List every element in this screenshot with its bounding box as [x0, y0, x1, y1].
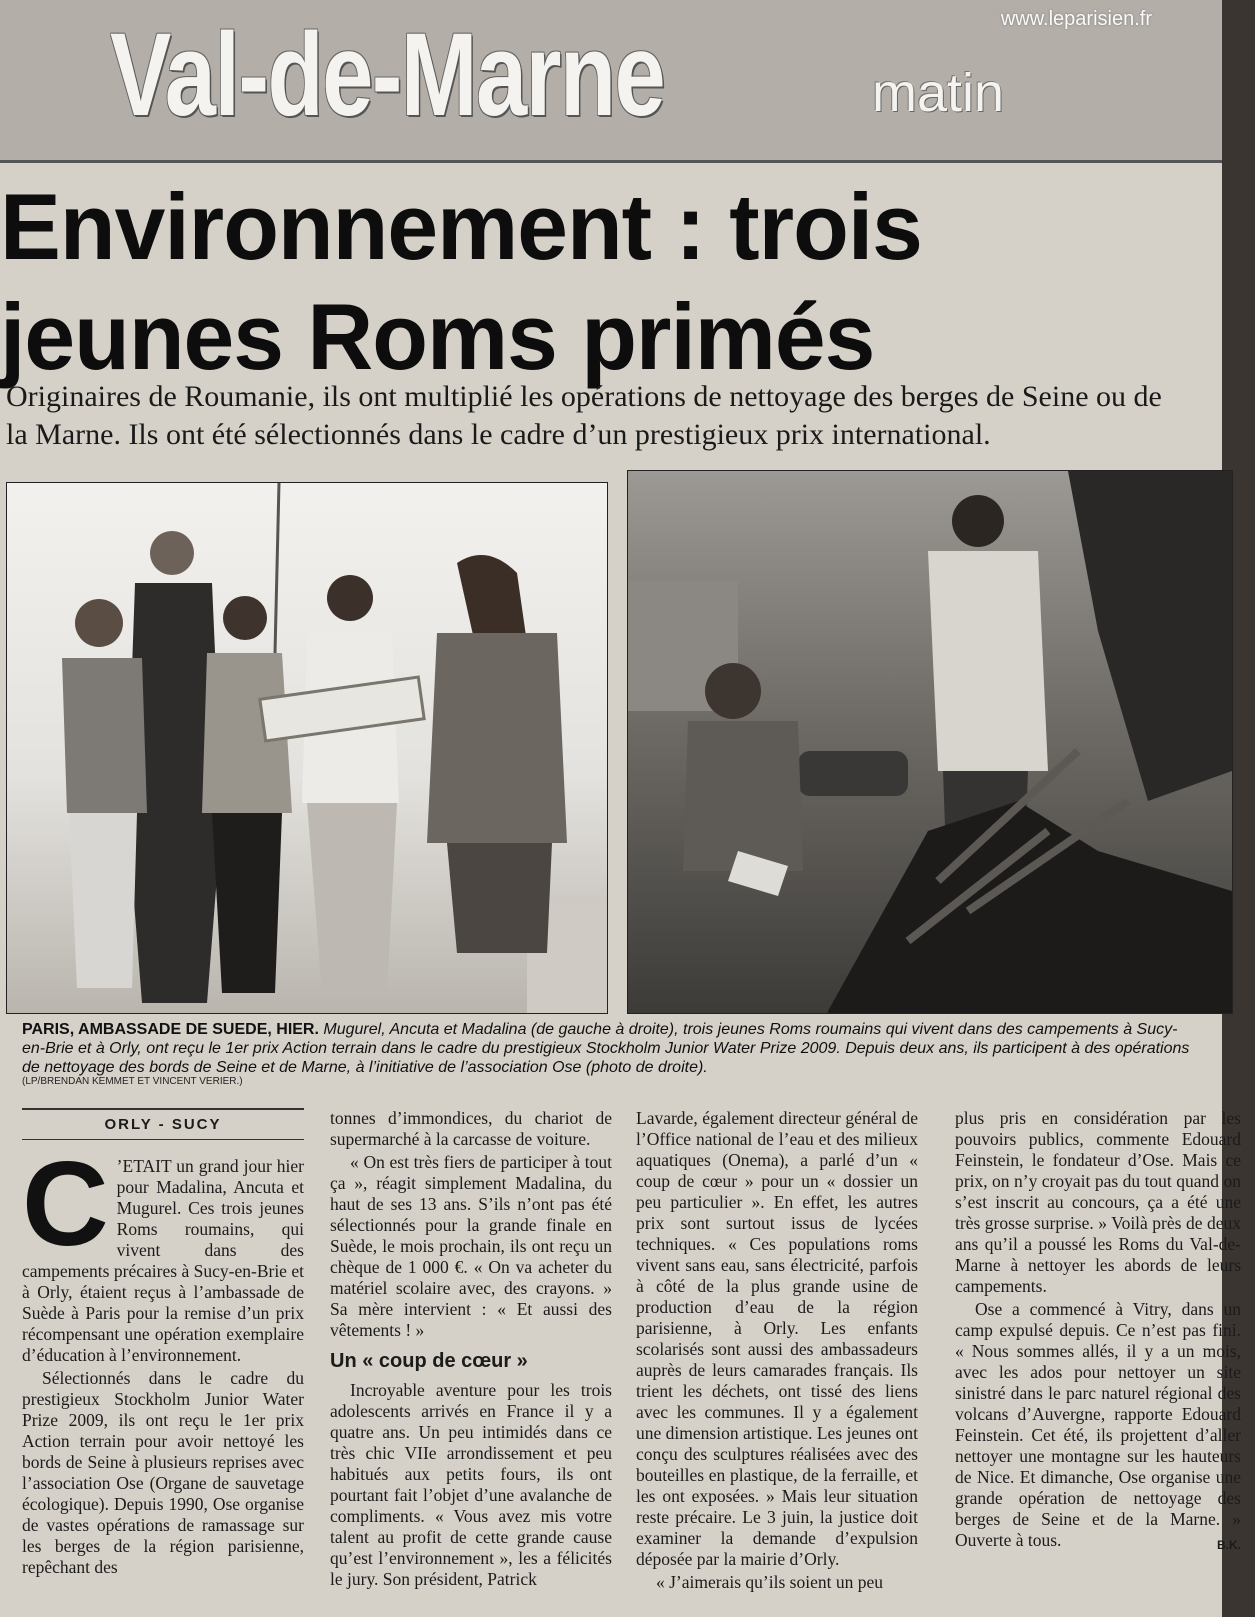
section-subtitle: matin	[872, 63, 1005, 123]
author-signature: B.K.	[1217, 1538, 1241, 1552]
photo-credit: (LP/BRENDAN KEMMET ET VINCENT VERIER.)	[22, 1076, 243, 1087]
article-kicker: ORLY - SUCY	[22, 1108, 304, 1140]
headline	[0, 172, 1185, 392]
paragraph: « J’aimerais qu’ils soient un peu	[656, 1572, 883, 1592]
photo-caption	[22, 1020, 1200, 1077]
headline-line-2: jeunes Roms primés	[0, 284, 875, 389]
article-subhead: Un « coup de cœur »	[330, 1350, 528, 1372]
paragraph: « On est très fiers de participer à tout ça », réagit simplement Madalina, du haut de ses 13 ans. S’ils n’ont pas été sélectionnés pour la grande finale en Suède, le mois prochain, ils ont reçu un chèque de 1 000 €. « On va acheter du matériel scolaire avec, des crayons. » Sa mère intervient : « Et aussi des vêtements ! »	[330, 1152, 612, 1340]
paragraph: Sélectionnés dans le cadre du prestigieux Stockholm Junior Water Prize 2009, ils ont reçu le 1er prix Action terrain pour avoir nettoyé les bords de Seine à plusieurs reprises avec l’association Ose (Organe de sauvetage écologique). Depuis 1990, Ose organise de vastes opérations de ramassage sur les berges de la région parisienne, repêchant des	[22, 1368, 304, 1577]
article-column-4	[955, 1108, 1241, 1556]
drop-cap: C	[22, 1137, 109, 1271]
caption-lead: PARIS, AMBASSADE DE SUEDE, HIER.	[22, 1021, 319, 1038]
headline-line-1: Environnement : trois	[0, 174, 922, 279]
paragraph: Incroyable aventure pour les trois adolescents arrivés en France il y a quatre ans. Un peu intimidés dans ce très chic VIIe arrondissement et peu habitués aux petits fours, ils ont pourtant fait l’objet d’une avalanche de compliments. « Vous avez mis votre talent au profit de cette grande cause qu’est l’environnement », les a félicités le jury. Son président, Patrick	[330, 1380, 612, 1589]
paragraph: Ose a commencé à Vitry, dans un camp expulsé depuis. Ce n’est pas fini. « Nous sommes allés, il y a un mois, avec les ados pour nettoyer un site sinistré dans le parc naturel régional des volcans d’Auvergne, rapporte Edouard Feinstein. Cet été, ils projettent d’aller nettoyer une montagne sur les hauteurs de Nice. Et dimanche, Ose organise une grande opération de nettoyage des berges de Seine et de la Marne. » Ouverte à tous.	[955, 1299, 1241, 1550]
photo-riverbank-cleanup	[627, 470, 1233, 1014]
article-column-3	[636, 1108, 918, 1593]
paragraph: ’ETAIT un grand jour hier pour Madalina, Ancuta et Mugurel. Ces trois jeunes Roms roumains, qui vivent dans des campements précaires à Sucy-en-Brie et à Orly, étaient reçus à l’ambassade de Suède à Paris pour la remise d’un prix récompensant une opération exemplaire d’éducation à l’environnement.	[22, 1156, 304, 1365]
photo-embassy-ceremony	[6, 482, 608, 1014]
standfirst: Originaires de Roumanie, ils ont multiplié les opérations de nettoyage des berges de Seine ou de la Marne. Ils ont été sélectionnés dans le cadre d’un prestigieux prix international.	[6, 380, 1162, 451]
paragraph: Lavarde, également directeur général de l’Office national de l’eau et des milieux aquatiques (Onema), a parlé d’un « coup de cœur » pour un « dossier un peu particulier ». En effet, les autres prix sont surtout issus de lycées techniques. « Ces populations roms vivent sans eau, sans électricité, parfois à côté de la plus grande usine de production d’eau de la région parisienne, à Orly. Les enfants scolarisés sont aussi des ambassadeurs auprès de leurs camarades français. Ils trient les déchets, ont tissé des liens avec les communes. Il y a également une dimension artistique. Les jeunes ont conçu des sculptures réalisées avec des bouteilles en plastique, de la ferraille, et les ont exposées. » Mais leur situation reste précaire. Le 3 juin, la justice doit examiner la demande d’expulsion déposée par la mairie d’Orly.	[636, 1108, 918, 1569]
article-column-2	[330, 1108, 612, 1590]
caption-body: Mugurel, Ancuta et Madalina (de gauche à droite), trois jeunes Roms roumains qui vivent dans des campements à Sucy-en-Brie et à Orly, ont reçu le 1er prix Action terrain dans le cadre du prestigieux Stockholm Junior Water Prize 2009. Depuis deux ans, ils participent à des opérations de nettoyage des bords de Seine et de Marne, à l’initiative de l’association Ose (photo de droite).	[22, 1021, 1190, 1076]
article-column-1	[22, 1108, 304, 1578]
masthead	[0, 0, 1222, 163]
paragraph: plus pris en considération par les pouvoirs publics, commente Edouard Feinstein, le fondateur d’Ose. Mais ce prix, on n’y croyait pas du tout quand on s’est inscrit au concours, ça a été une très grosse surprise. » Voilà près de deux ans qu’il a poussé les Roms du Val-de-Marne à nettoyer les abords de leurs campements.	[955, 1108, 1241, 1296]
paragraph: tonnes d’immondices, du chariot de supermarché à la carcasse de voiture.	[330, 1108, 612, 1149]
site-url: www.leparisien.fr	[1000, 8, 1152, 30]
section-title: Val-de-Marne	[110, 9, 665, 141]
